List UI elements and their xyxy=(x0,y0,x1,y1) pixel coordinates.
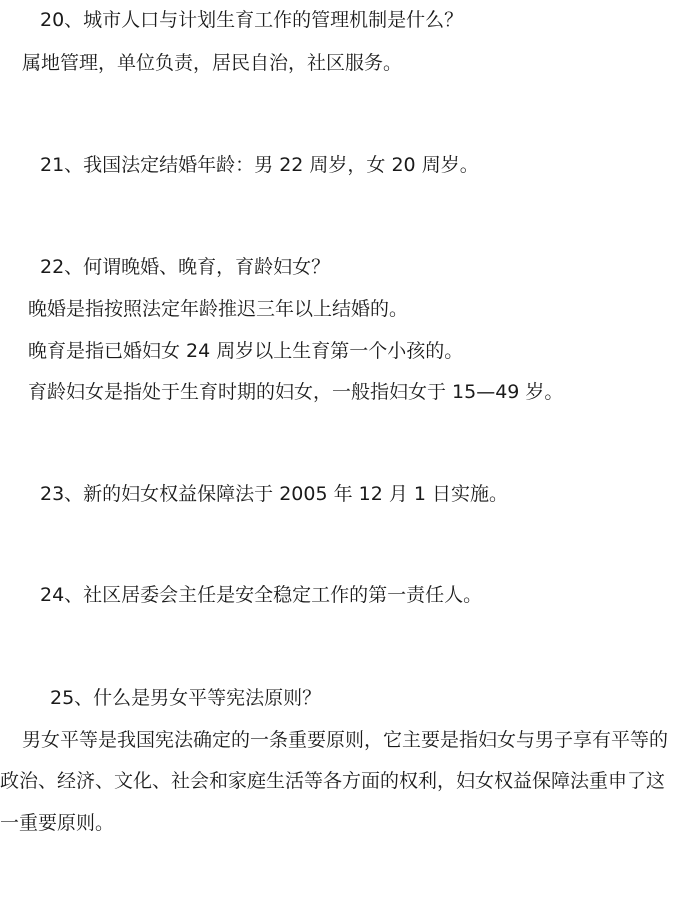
answer-25-line-1: 男女平等是我国宪法确定的一条重要原则，它主要是指妇女与男子享有平等的 xyxy=(22,729,669,751)
question-20: 20、城市人口与计划生育工作的管理机制是什么？ xyxy=(40,9,464,31)
answer-22-late-childbirth: 晚育是指已婚妇女 24 周岁以上生育第一个小孩的。 xyxy=(28,340,464,362)
question-24: 24、社区居委会主任是安全稳定工作的第一责任人。 xyxy=(40,584,483,606)
answer-25-line-2: 政治、经济、文化、社会和家庭生活等各方面的权利，妇女权益保障法重申了这 xyxy=(0,770,666,792)
question-21: 21、我国法定结婚年龄：男 22 周岁，女 20 周岁。 xyxy=(40,154,479,176)
question-23: 23、新的妇女权益保障法于 2005 年 12 月 1 日实施。 xyxy=(40,483,509,505)
question-22: 22、何谓晚婚、晚育，育龄妇女？ xyxy=(40,256,331,278)
answer-22-late-marriage: 晚婚是指按照法定年龄推迟三年以上结婚的。 xyxy=(28,298,409,320)
answer-22-childbearing-age: 育龄妇女是指处于生育时期的妇女，一般指妇女于 15—49 岁。 xyxy=(28,381,564,403)
answer-25-line-3: 一重要原则。 xyxy=(0,812,115,834)
question-25: 25、什么是男女平等宪法原则？ xyxy=(50,687,322,709)
answer-20: 属地管理，单位负责，居民自治，社区服务。 xyxy=(22,52,403,74)
